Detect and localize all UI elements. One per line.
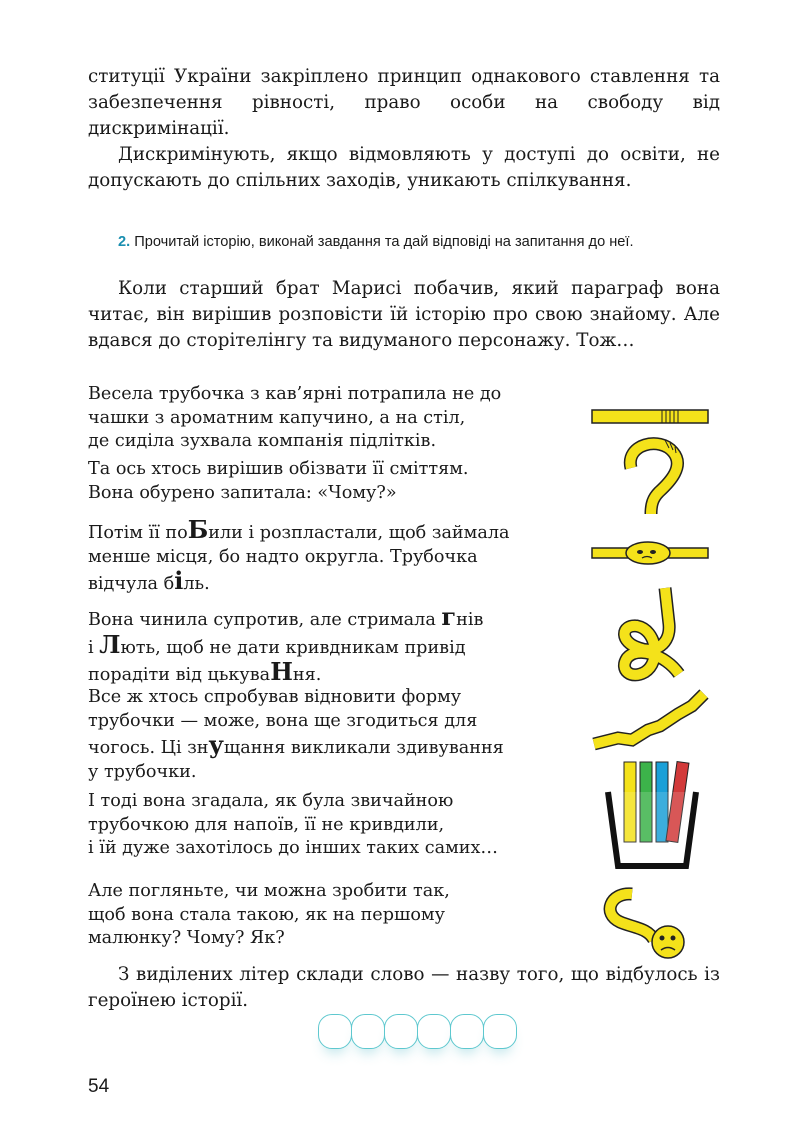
story-block-3 (88, 515, 588, 597)
story-line: І тоді вона згадала, як була звичайною (88, 791, 454, 811)
answer-box[interactable] (483, 1014, 517, 1049)
story-line: і їй дуже захотілось до інших таких самих… (88, 838, 498, 858)
task-text: Прочитай історію, виконай завдання та дай відповіді на запитання до неї. (134, 234, 634, 250)
highlight-letter: і (174, 566, 184, 595)
story-line: Вона чинила супротив, але стримала гнів (88, 602, 484, 631)
story-line: у трубочки. (88, 761, 197, 782)
story-line: порадіти від цькуваНня. (88, 657, 322, 686)
story-block-6 (88, 790, 588, 861)
highlight-letter: Б (187, 515, 209, 544)
story-line: Але погляньте, чи можна зробити так, (88, 881, 450, 901)
answer-box[interactable] (384, 1014, 418, 1049)
story-line: Весела трубочка з кав’ярні потрапила не до (88, 384, 502, 404)
story-block-4 (88, 602, 588, 688)
story-block-5 (88, 686, 588, 784)
story-line: чашки з ароматним капучино, а на стіл, (88, 407, 466, 428)
story-line: трубочкою для напоїв, її не кривдили, (88, 814, 445, 835)
story-line: і Лють, щоб не дати кривдникам привід (88, 629, 466, 659)
highlight-letter: у (208, 730, 224, 759)
intro-paragraph-1: ституції України закріплено принцип однакового ставлення та забезпечення рівності, право особи на свободу від дискримінації. (88, 66, 720, 139)
page-number: 54 (88, 1076, 110, 1097)
story-block-1 (88, 383, 588, 454)
cup-of-straws-illustration (604, 758, 700, 870)
story-line: щоб вона стала такою, як на першому (88, 904, 445, 925)
lead-paragraph: Коли старший брат Марисі побачив, який параграф вона читає, він вирішив розповісти їй історію про свою знайому. Але вдався до сторітелінгу та видуманого персонажу. Тож… (88, 278, 720, 351)
story-line: де сиділа зухвала компанія підлітків. (88, 431, 437, 451)
highlight-letter: Л (99, 629, 121, 659)
crumpled-straw-illustration (588, 686, 712, 758)
flattened-straw-illustration (590, 540, 712, 566)
story-line: чогось. Ці знущання викликали здивування (88, 730, 504, 759)
answer-box[interactable] (417, 1014, 451, 1049)
story-line: Потім її поБили і розпластали, щоб займала (88, 515, 510, 544)
knotted-straw-illustration (605, 584, 700, 694)
final-paragraph: З виділених літер склади слово — назву того, що відбулось із героїнею історії. (88, 964, 720, 1011)
story-line: Та ось хтось вирішив обізвати її сміттям. (88, 459, 469, 479)
story-line: Все ж хтось спробував відновити форму (88, 687, 462, 707)
answer-boxes (318, 1014, 516, 1049)
intro-paragraph-2: Дискримінують, якщо відмовляють у доступі до освіти, не допускають до спільних заходів, уникають спілкування. (88, 144, 720, 191)
sad-straw-illustration (598, 884, 698, 964)
question-straw-illustration (615, 434, 695, 526)
answer-box[interactable] (450, 1014, 484, 1049)
highlight-letter: г (441, 602, 457, 631)
story-block-2 (88, 458, 588, 505)
story-line: відчула біль. (88, 566, 210, 595)
task-instruction (118, 232, 720, 252)
story-line: малюнку? Чому? Як? (88, 928, 285, 948)
task-number: 2. (118, 234, 131, 250)
answer-box[interactable] (318, 1014, 352, 1049)
story-line: трубочки — може, вона ще згодиться для (88, 710, 478, 731)
straight-straw-illustration (590, 402, 712, 430)
answer-box[interactable] (351, 1014, 385, 1049)
story-line: менше місця, бо надто округла. Трубочка (88, 546, 478, 567)
story-line: Вона обурено запитала: «Чому?» (88, 482, 397, 503)
highlight-letter: Н (270, 657, 293, 686)
story-block-7 (88, 880, 588, 951)
